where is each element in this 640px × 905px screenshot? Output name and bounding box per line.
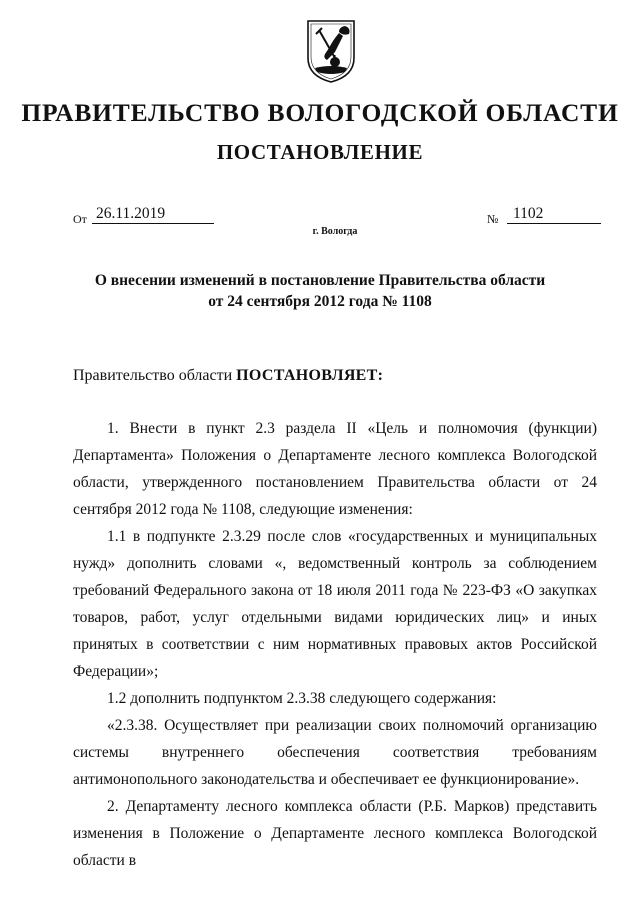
date-prefix: От <box>73 212 87 226</box>
document-subject <box>60 270 580 312</box>
paragraph: «2.3.38. Осуществляет при реализации своих полномочий организацию системы внутреннего обеспечения соответствия требованиям антимонопольного законодательства и обеспечивает ее функционирование». <box>73 717 597 788</box>
subject-line-2: от 24 сентября 2012 года № 1108 <box>208 293 432 310</box>
resolve-keyword: ПОСТАНОВЛЯЕТ: <box>236 367 384 384</box>
resolve-clause <box>73 367 383 385</box>
paragraph: 2. Департаменту лесного комплекса области (Р.Б. Марков) представить изменения в Положение о Департаменте лесного комплекса Вологодской области в <box>73 798 597 869</box>
city: г. Вологда <box>312 226 358 237</box>
document-type: ПОСТАНОВЛЕНИЕ <box>216 140 424 164</box>
document-number: 1102 <box>507 205 601 224</box>
organization-title: ПРАВИТЕЛЬСТВО ВОЛОГОДСКОЙ ОБЛАСТИ <box>21 98 619 127</box>
body-text <box>73 415 597 874</box>
paragraph: 1.2 дополнить подпунктом 2.3.38 следующего содержания: <box>107 690 497 707</box>
paragraph: 1. Внести в пункт 2.3 раздела II «Цель и полномочия (функции) Департамента» Положения о Департаменте лесного комплекса Вологодской области, утвержденного постановлением Правительства области от 24 сентября 2012 года № 1108, следующие изменения: <box>73 420 597 518</box>
subject-line-1: О внесении изменений в постановление Правительства области <box>94 272 546 289</box>
number-prefix: № <box>487 212 499 226</box>
coat-of-arms-icon <box>305 18 357 84</box>
resolve-lead: Правительство области <box>73 367 237 384</box>
document-date: 26.11.2019 <box>92 205 214 224</box>
paragraph: 1.1 в подпункте 2.3.29 после слов «государственных и муниципальных нужд» дополнить словами «, ведомственный контроль за соблюдением требований Федерального закона от 18 июля 2011 года № 223-ФЗ «О закупках товаров, работ, услуг отдельными видами юридических лиц» и иных принятых в соответствии с ним нормативных правовых актов Российской Федерации»; <box>73 528 597 680</box>
